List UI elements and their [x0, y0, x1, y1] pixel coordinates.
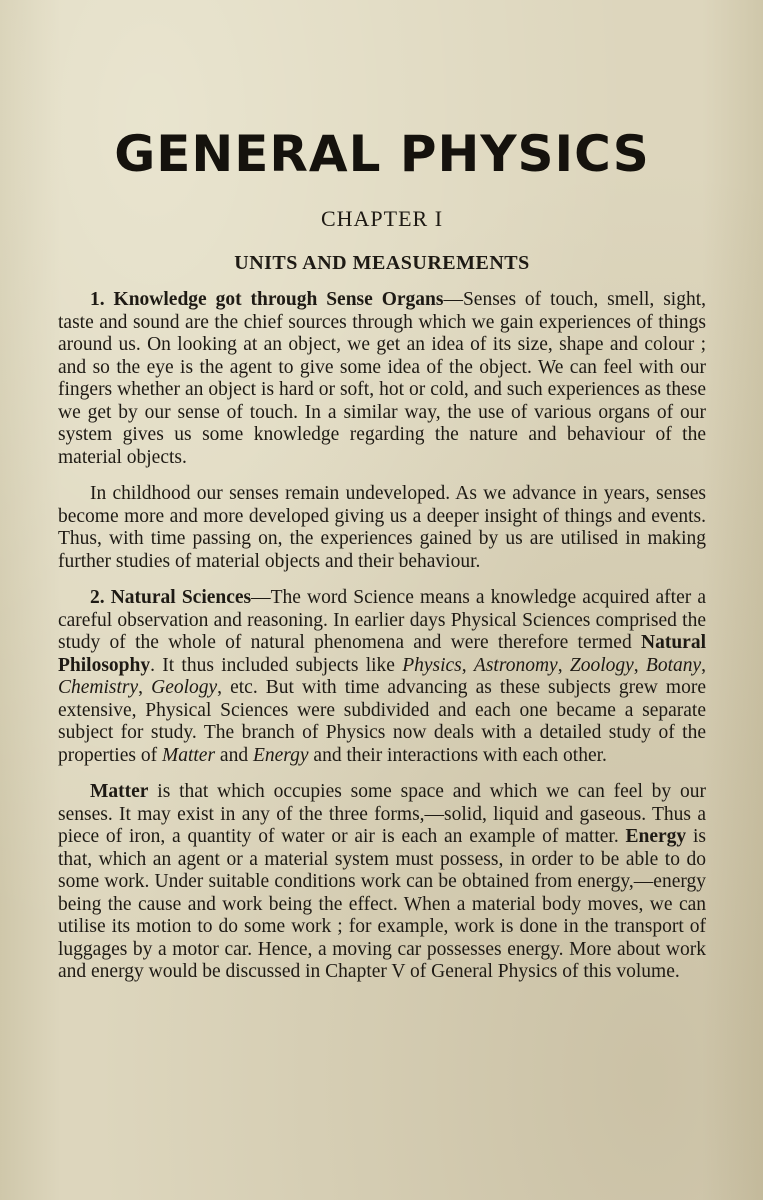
section-heading-1: 1. Knowledge got through Sense Organs: [90, 289, 444, 310]
paragraph-text: and: [215, 744, 253, 766]
paragraph-text: , etc. But with time advancing as these subjects grew more extensive, Physical Sciences were subdivided and each one became a separate subject for study. The branch of Physics now deals with a detailed study of the properties of: [58, 677, 707, 766]
paragraph-text: and their interactions with each other.: [308, 744, 607, 766]
chapter-title: UNITS AND MEASUREMENTS: [234, 252, 530, 274]
paragraph-text: . It thus included subjects like: [150, 654, 403, 676]
paragraph-childhood: [58, 483, 706, 573]
term-botany: Botany: [645, 654, 702, 676]
section-heading-2: 2. Natural Sciences: [90, 587, 252, 608]
term-chemistry: Chemistry: [58, 677, 139, 698]
paragraph-text: is that, which an agent or a material system must possess, in order to be able to do some work. Under suitable conditions work can be obtained from energy,—energy being the cause and work being the effect. When a material body moves, we can utilise its motion to do some work ; for example, work is done in the transport of luggages by a motor car. Hence, a moving car possesses energy. More about work and energy would be discussed in Chapter V of General Physics of this volume.: [58, 826, 706, 982]
paragraph-text: —The word Science means a knowledge acquired after a careful observation and reasoning. In earlier days Physical Sciences comprised the study of the whole of natural phenomena and were therefore termed: [58, 587, 706, 653]
term-zoology: Zoology: [569, 654, 634, 676]
paragraph-text: is that which occupies some space and which we can feel by our senses. It may exist in any of the three forms,—solid, liquid and gaseous. Thus a piece of iron, a quantity of water or air is each an example of matter.: [58, 781, 706, 847]
paragraph-text: In childhood our senses remain undeveloped. As we advance in years, senses become more and more developed giving us a deeper insight of things and events. Thus, with time passing on, the experiences gained by us are utilised in making further studies of material objects and their behaviour.: [58, 483, 706, 572]
term-astronomy: Astronomy: [473, 654, 558, 676]
book-title: GENERAL PHYSICS: [114, 125, 650, 183]
separator: ,: [138, 677, 152, 698]
separator: ,: [633, 654, 646, 676]
term-matter: Matter: [161, 744, 216, 766]
term-energy-bold: Energy: [625, 826, 687, 847]
separator: ,: [461, 654, 474, 676]
term-geology: Geology: [151, 677, 218, 698]
paragraph-knowledge-sense-organs: [58, 289, 706, 469]
term-physics: Physics: [402, 654, 462, 676]
separator: ,: [557, 654, 570, 676]
chapter-heading: CHAPTER I: [320, 206, 444, 231]
paragraph-natural-sciences: [58, 587, 706, 767]
term-matter-bold: Matter: [90, 781, 149, 802]
term-natural-philosophy: Natural Philosophy: [58, 632, 706, 676]
separator: ,: [701, 654, 707, 676]
body-text: [58, 289, 706, 984]
term-energy: Energy: [252, 744, 309, 766]
paragraph-text: —Senses of touch, smell, sight, taste and sound are the chief sources through which we gain experiences of things around us. On looking at an object, we get an idea of its size, shape and colour ; and so the eye is the agent to give some idea of the object. We can feel with our fingers whether an object is hard or soft, hot or cold, and such experiences as these we get by our sense of touch. In a similar way, the use of various organs of our system gives us some knowledge regarding the nature and behaviour of the material objects.: [58, 289, 706, 468]
paragraph-matter-energy: [58, 781, 706, 984]
